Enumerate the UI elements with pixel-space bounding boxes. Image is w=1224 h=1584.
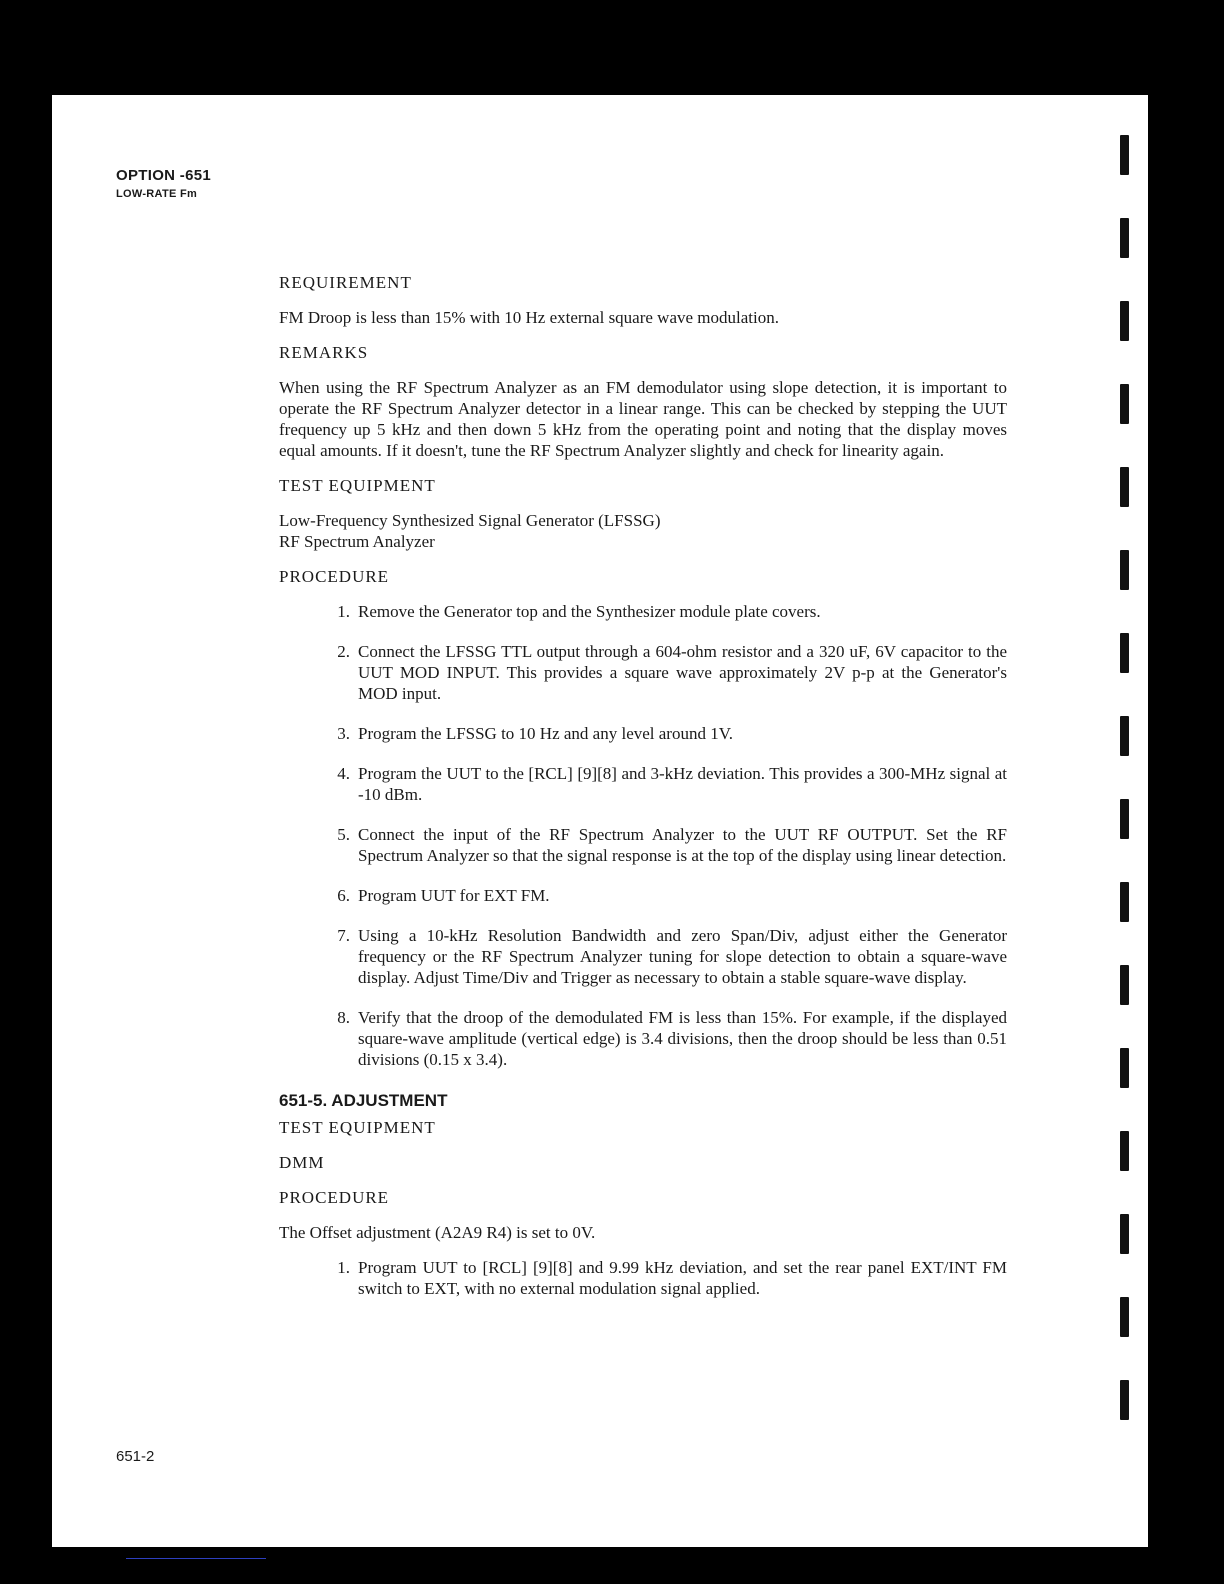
margin-mark (1120, 633, 1129, 673)
margin-mark (1120, 1048, 1129, 1088)
margin-mark (1120, 1380, 1129, 1420)
step-number: 7. (337, 926, 350, 945)
requirement-text: FM Droop is less than 15% with 10 Hz external square wave modulation. (279, 308, 779, 327)
option-header: OPTION -651 (116, 167, 211, 184)
step-number: 1. (337, 602, 350, 621)
adjustment-test-equipment-heading: TEST EQUIPMENT (279, 1118, 436, 1137)
page-content (279, 272, 1007, 1319)
step-number: 8. (337, 1008, 350, 1027)
margin-mark (1120, 1214, 1129, 1254)
requirement-heading: REQUIREMENT (279, 273, 412, 292)
remarks-text: When using the RF Spectrum Analyzer as an FM demodulator using slope detection, it is important to operate the RF Spectrum Analyzer detector in a linear range. This can be checked by stepping the UUT frequency up 5 kHz and then down 5 kHz from the operating point and noting that the display moves equal amounts. If it doesn't, tune the RF Spectrum Analyzer slightly and check for linearity again. (279, 378, 1007, 460)
step-number: 2. (337, 642, 350, 661)
adjustment-section-title: 651-5. ADJUSTMENT (279, 1091, 448, 1110)
equipment-item: Low-Frequency Synthesized Signal Generator (LFSSG) (279, 511, 661, 530)
step-number: 5. (337, 825, 350, 844)
margin-mark (1120, 716, 1129, 756)
step-number: 6. (337, 886, 350, 905)
step-number: 1. (337, 1258, 350, 1277)
procedure-step (279, 1007, 1007, 1070)
step-text: Verify that the droop of the demodulated FM is less than 15%. For example, if the displayed square-wave amplitude (vertical edge) is 3.4 divisions, then the droop should be less than 0.51 divisions (0.15 x 3.4). (358, 1008, 1007, 1069)
margin-mark (1120, 1297, 1129, 1337)
remarks-heading: REMARKS (279, 343, 369, 362)
step-number: 4. (337, 764, 350, 783)
adjustment-step (279, 1257, 1007, 1299)
equipment-item: RF Spectrum Analyzer (279, 532, 435, 551)
margin-mark (1120, 467, 1129, 507)
step-text: Connect the LFSSG TTL output through a 604-ohm resistor and a 320 uF, 6V capacitor to the UUT MOD INPUT. This provides a square wave approximately 2V p-p at the Generator's MOD input. (358, 642, 1007, 703)
step-text: Program UUT to [RCL] [9][8] and 9.99 kHz deviation, and set the rear panel EXT/INT FM switch to EXT, with no external modulation signal applied. (358, 1258, 1007, 1298)
procedure-step (279, 824, 1007, 866)
adjustment-equipment: DMM (279, 1153, 325, 1172)
step-text: Program the LFSSG to 10 Hz and any level around 1V. (358, 724, 734, 743)
page-number: 651-2 (116, 1448, 155, 1465)
adjustment-intro: The Offset adjustment (A2A9 R4) is set to 0V. (279, 1223, 596, 1242)
option-subtitle: LOW-RATE Fm (116, 188, 198, 200)
margin-mark (1120, 799, 1129, 839)
adjustment-steps (279, 1257, 1007, 1299)
step-text: Using a 10-kHz Resolution Bandwidth and zero Span/Div, adjust either the Generator frequency or the RF Spectrum Analyzer tuning for slope detection to obtain a square-wave display. Adjust Time/Div and Trigger as necessary to obtain a stable square-wave display. (358, 926, 1007, 987)
procedure-steps (279, 601, 1007, 1070)
step-text: Remove the Generator top and the Synthesizer module plate covers. (358, 602, 821, 621)
scan-edge-line (126, 1558, 266, 1559)
procedure-step (279, 641, 1007, 704)
procedure-step (279, 925, 1007, 988)
margin-mark (1120, 882, 1129, 922)
test-equipment-heading: TEST EQUIPMENT (279, 476, 436, 495)
procedure-step (279, 885, 1007, 906)
margin-mark (1120, 135, 1129, 175)
test-equipment-list (279, 510, 1007, 552)
margin-mark (1120, 1131, 1129, 1171)
step-text: Connect the input of the RF Spectrum Analyzer to the UUT RF OUTPUT. Set the RF Spectrum Analyzer so that the signal response is at the top of the display using linear detection. (358, 825, 1007, 865)
step-text: Program UUT for EXT FM. (358, 886, 550, 905)
adjustment-procedure-heading: PROCEDURE (279, 1188, 390, 1207)
step-text: Program the UUT to the [RCL] [9][8] and 3-kHz deviation. This provides a 300-MHz signal at -10 dBm. (358, 764, 1007, 804)
margin-mark (1120, 218, 1129, 258)
margin-mark (1120, 301, 1129, 341)
margin-mark (1120, 550, 1129, 590)
document-page (52, 95, 1148, 1547)
procedure-step (279, 763, 1007, 805)
margin-mark (1120, 965, 1129, 1005)
binding-margin-marks (1120, 135, 1140, 1495)
procedure-step (279, 601, 1007, 622)
procedure-step (279, 723, 1007, 744)
procedure-heading: PROCEDURE (279, 567, 390, 586)
margin-mark (1120, 384, 1129, 424)
step-number: 3. (337, 724, 350, 743)
